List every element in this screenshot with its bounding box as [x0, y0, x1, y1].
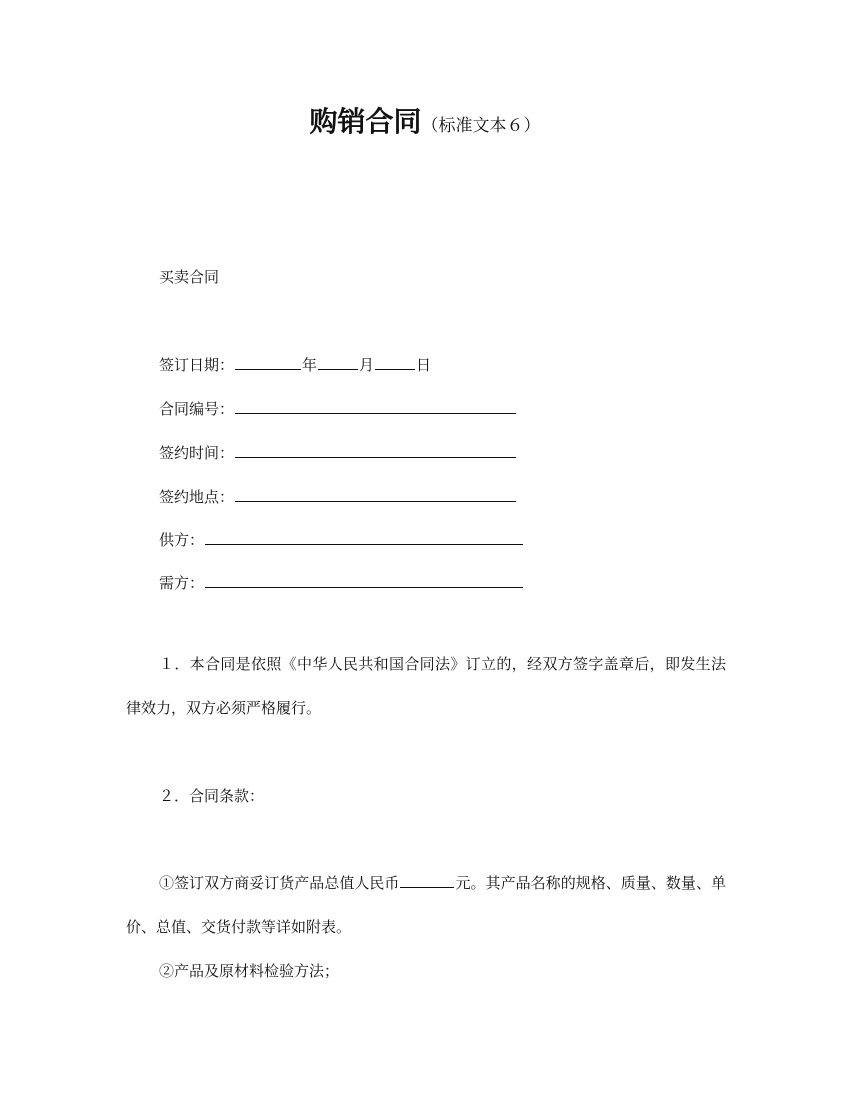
buyer-row: [159, 571, 524, 593]
sign-place-row: [159, 485, 517, 507]
sign-place-blank[interactable]: [235, 485, 516, 502]
sign-time-label: 签约时间：: [159, 444, 235, 462]
document-title: [0, 100, 850, 140]
total-value-blank[interactable]: [400, 871, 454, 888]
clause-1: １．本合同是依照《中华人民共和国合同法》订立的，经双方签字盖章后，即发生法律效力，双方必须严格履行。: [126, 655, 726, 717]
day-label: 日: [416, 356, 432, 374]
contract-no-blank[interactable]: [235, 397, 516, 414]
year-label: 年: [302, 356, 318, 374]
contract-heading: 买卖合同: [159, 268, 220, 286]
clause-2-item-2: ②产品及原材料检验方法；: [159, 962, 340, 980]
buyer-blank[interactable]: [205, 571, 523, 588]
supplier-blank[interactable]: [205, 528, 523, 545]
year-blank[interactable]: [235, 353, 301, 370]
contract-no-row: [159, 397, 517, 419]
sign-date-row: [159, 353, 431, 375]
clause-2-item-1: [126, 861, 726, 949]
buyer-label: 需方：: [159, 574, 205, 592]
title-subtitle: （标准文本６）: [421, 116, 541, 136]
supplier-label: 供方：: [159, 531, 205, 549]
day-blank[interactable]: [375, 353, 415, 370]
clause-2: ２．合同条款：: [159, 787, 265, 805]
sign-time-row: [159, 441, 517, 463]
item-1-text-before: ①签订双方商妥订货产品总值人民币: [159, 874, 400, 892]
month-blank[interactable]: [318, 353, 358, 370]
sign-time-blank[interactable]: [235, 441, 516, 458]
contract-no-label: 合同编号：: [159, 400, 235, 418]
supplier-row: [159, 528, 524, 550]
title-main: 购销合同: [309, 105, 422, 138]
sign-date-label: 签订日期：: [159, 356, 235, 374]
item-1-text-after: 元。其产品名称的规格、质量、数量、单价、总值、交货付款等详如附表。: [126, 874, 726, 936]
month-label: 月: [359, 356, 375, 374]
sign-place-label: 签约地点：: [159, 488, 235, 506]
